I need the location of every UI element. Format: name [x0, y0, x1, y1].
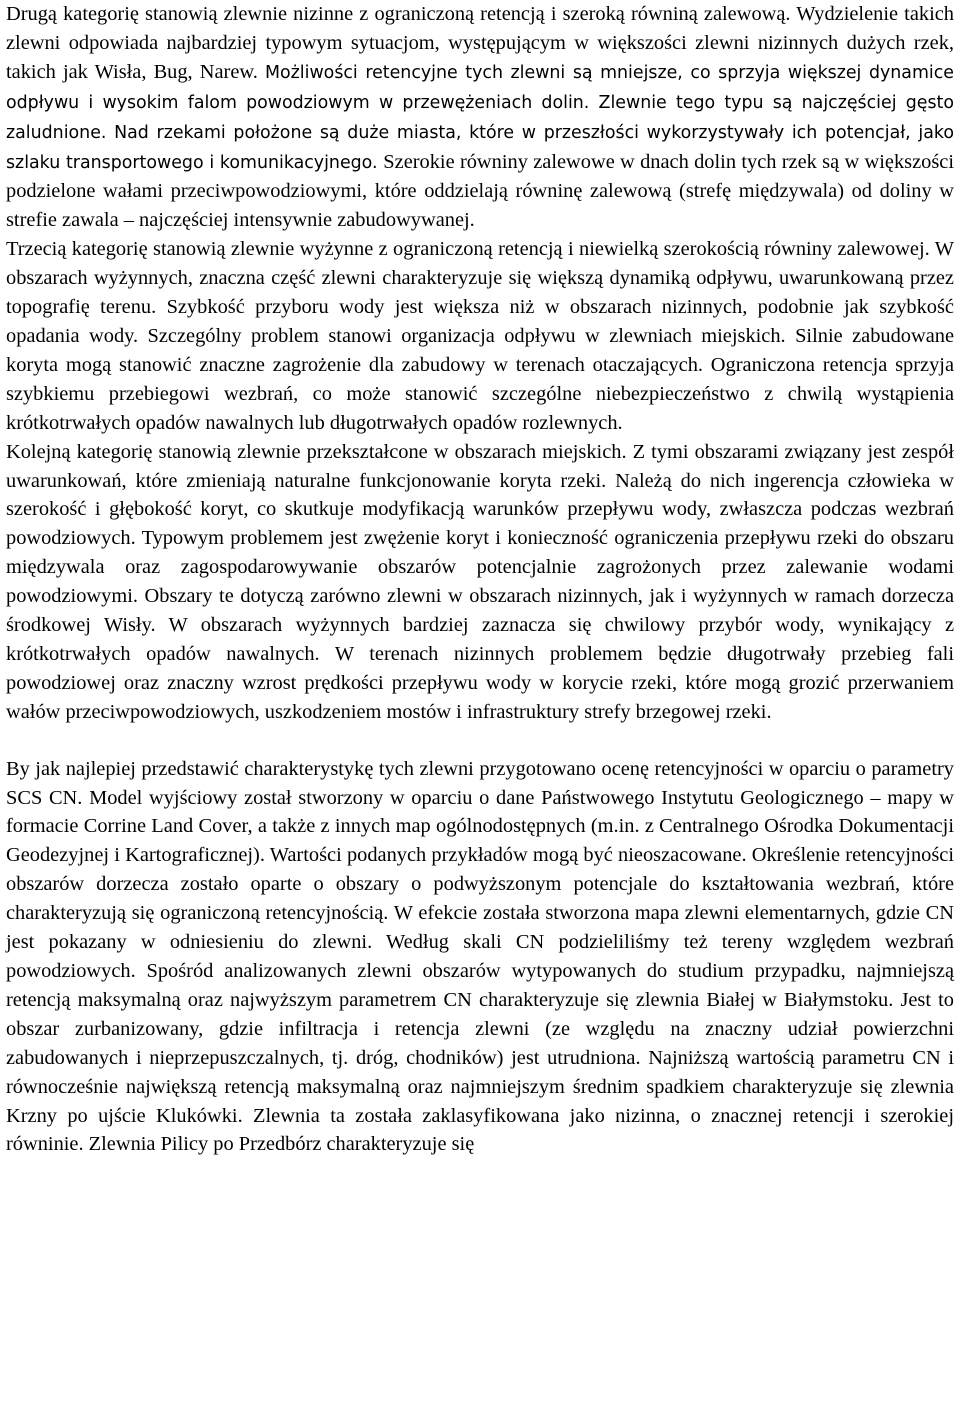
paragraph-text: By jak najlepiej przedstawić charakterystykę tych zlewni przygotowano ocenę retencyjności w oparciu o parametry SCS CN. Model wyjściowy został stworzony w oparciu o dane Państwowego Instytutu Geologicznego – mapy w formacie Corrine Land Cover, a także z innych map ogólnodostępnych (m.in. z Centralnego Ośrodka Dokumentacji Geodezyjnej i Kartograficznej). Wartości podanych przykładów mogą być nieoszacowane. Określenie retencyjności obszarów dorzecza zostało oparte o obszary o podwyższonym potencjale do kształtowania wezbrań, które charakteryzują się ograniczoną retencyjnością. W efekcie została stworzona mapa zlewni elementarnych, gdzie CN jest pokazany w odniesieniu do zlewni. Według skali CN podzieliliśmy też tereny względem wezbrań powodziowych. Spośród analizowanych zlewni obszarów wytypowanych do studium przypadku, najmniejszą retencją maksymalną oraz najwyższym parametrem CN charakteryzuje się zlewnia Białej w Białymstoku. Jest to obszar zurbanizowany, gdzie infiltracja i retencja zlewni (ze względu na znaczny udział powierzchni zabudowanych i nieprzepuszczalnych, tj. dróg, chodników) jest utrudniona. Najniższą wartością parametru CN i równocześnie największą retencją maksymalną oraz najmniejszym średnim spadkiem charakteryzuje się zlewnia Krzny po ujście Klukówki. Zlewnia ta została zaklasyfikowana jako nizinna, o znacznej retencji i szerokiej równinie. Zlewnia Pilicy po Przedbórz charakteryzuje się — [6, 757, 954, 1156]
paragraph-text: Drugą kategorię stanowią zlewnie nizinne z ograniczoną retencją i szeroką równiną zalewową. Wydzielenie takich zlewni odpowiada najbardziej typowym sytuacjom, występującym w większości zlewni nizinnych dużych rzek, takich jak Wisła, Bug, Narew. — [6, 3, 954, 83]
paragraph — [6, 438, 954, 727]
document-page — [6, 0, 954, 1159]
paragraph-text: Trzecią kategorię stanowią zlewnie wyżynne z ograniczoną retencją i niewielką szerokością równiny zalewowej. W obszarach wyżynnych, znaczna część zlewni charakteryzuje się większą dynamiką odpływu, uwarunkowaną przez topografię terenu. Szybkość przyboru wody jest większa niż w obszarach nizinnych, podobnie jak szybkość opadania wody. Szczególny problem stanowi organizacja odpływu w zlewniach miejskich. Silnie zabudowane koryta mogą stanowić znaczne zagrożenie dla zabudowy w terenach otaczających. Ograniczona retencja sprzyja szybkiemu przebiegowi wezbrań, co może stanowić szczególne niebezpieczeństwo z chwilą wystąpienia krótkotrwałych opadów nawalnych lub długotrwałych opadów rozlewnych. — [6, 238, 954, 434]
paragraph-text: Możliwości retencyjne tych zlewni są mniejsze, co sprzyja większej dynamice odpływu i wysokim falom powodziowym w przewężeniach dolin. Zlewnie tego typu są najczęściej gęsto zaludnione. Nad rzekami położone są duże miasta, które w przeszłości wykorzystywały ich potencjał, jako szlaku transportowego i komunikacyjnego. — [6, 62, 954, 173]
paragraph-text: Kolejną kategorię stanowią zlewnie przekształcone w obszarach miejskich. Z tymi obszarami związany jest zespół uwarunkowań, które zmieniają naturalne funkcjonowanie koryta rzeki. Należą do nich ingerencja człowieka w szerokość i głębokość koryt, co skutkuje modyfikacją warunków przepływu wody, zwłaszcza podczas wezbrań powodziowych. Typowym problemem jest zwężenie koryt i konieczność ograniczenia przepływu rzeki do obszaru międzywala oraz zagospodarowywanie obszarów potencjalnie zagrożonych przez zalewanie wodami powodziowymi. Obszary te dotyczą zarówno zlewni w obszarach nizinnych, jak i wyżynnych w ramach dorzecza środkowej Wisły. W obszarach wyżynnych bardziej zaznacza się chwilowy przybór wody, wynikający z krótkotrwałych opadów nawalnych. W terenach nizinnych problemem będzie długotrwały przebieg fali powodziowej oraz znaczny wzrost prędkości przepływu wody w korycie rzeki, które mogą grozić przerwaniem wałów przeciwpowodziowych, uszkodzeniem mostów i infrastruktury strefy brzegowej rzeki. — [6, 440, 954, 723]
paragraph — [6, 235, 954, 437]
paragraph — [6, 755, 954, 1160]
paragraph — [6, 0, 954, 235]
paragraph-text: Szerokie równiny zalewowe w dnach dolin tych rzek są w większości podzielone wałami przeciwpowodziowymi, które oddzielają równinę zalewową (strefę międzywala) od doliny w strefie zawala – najczęściej intensywnie zabudowywanej. — [6, 150, 954, 232]
